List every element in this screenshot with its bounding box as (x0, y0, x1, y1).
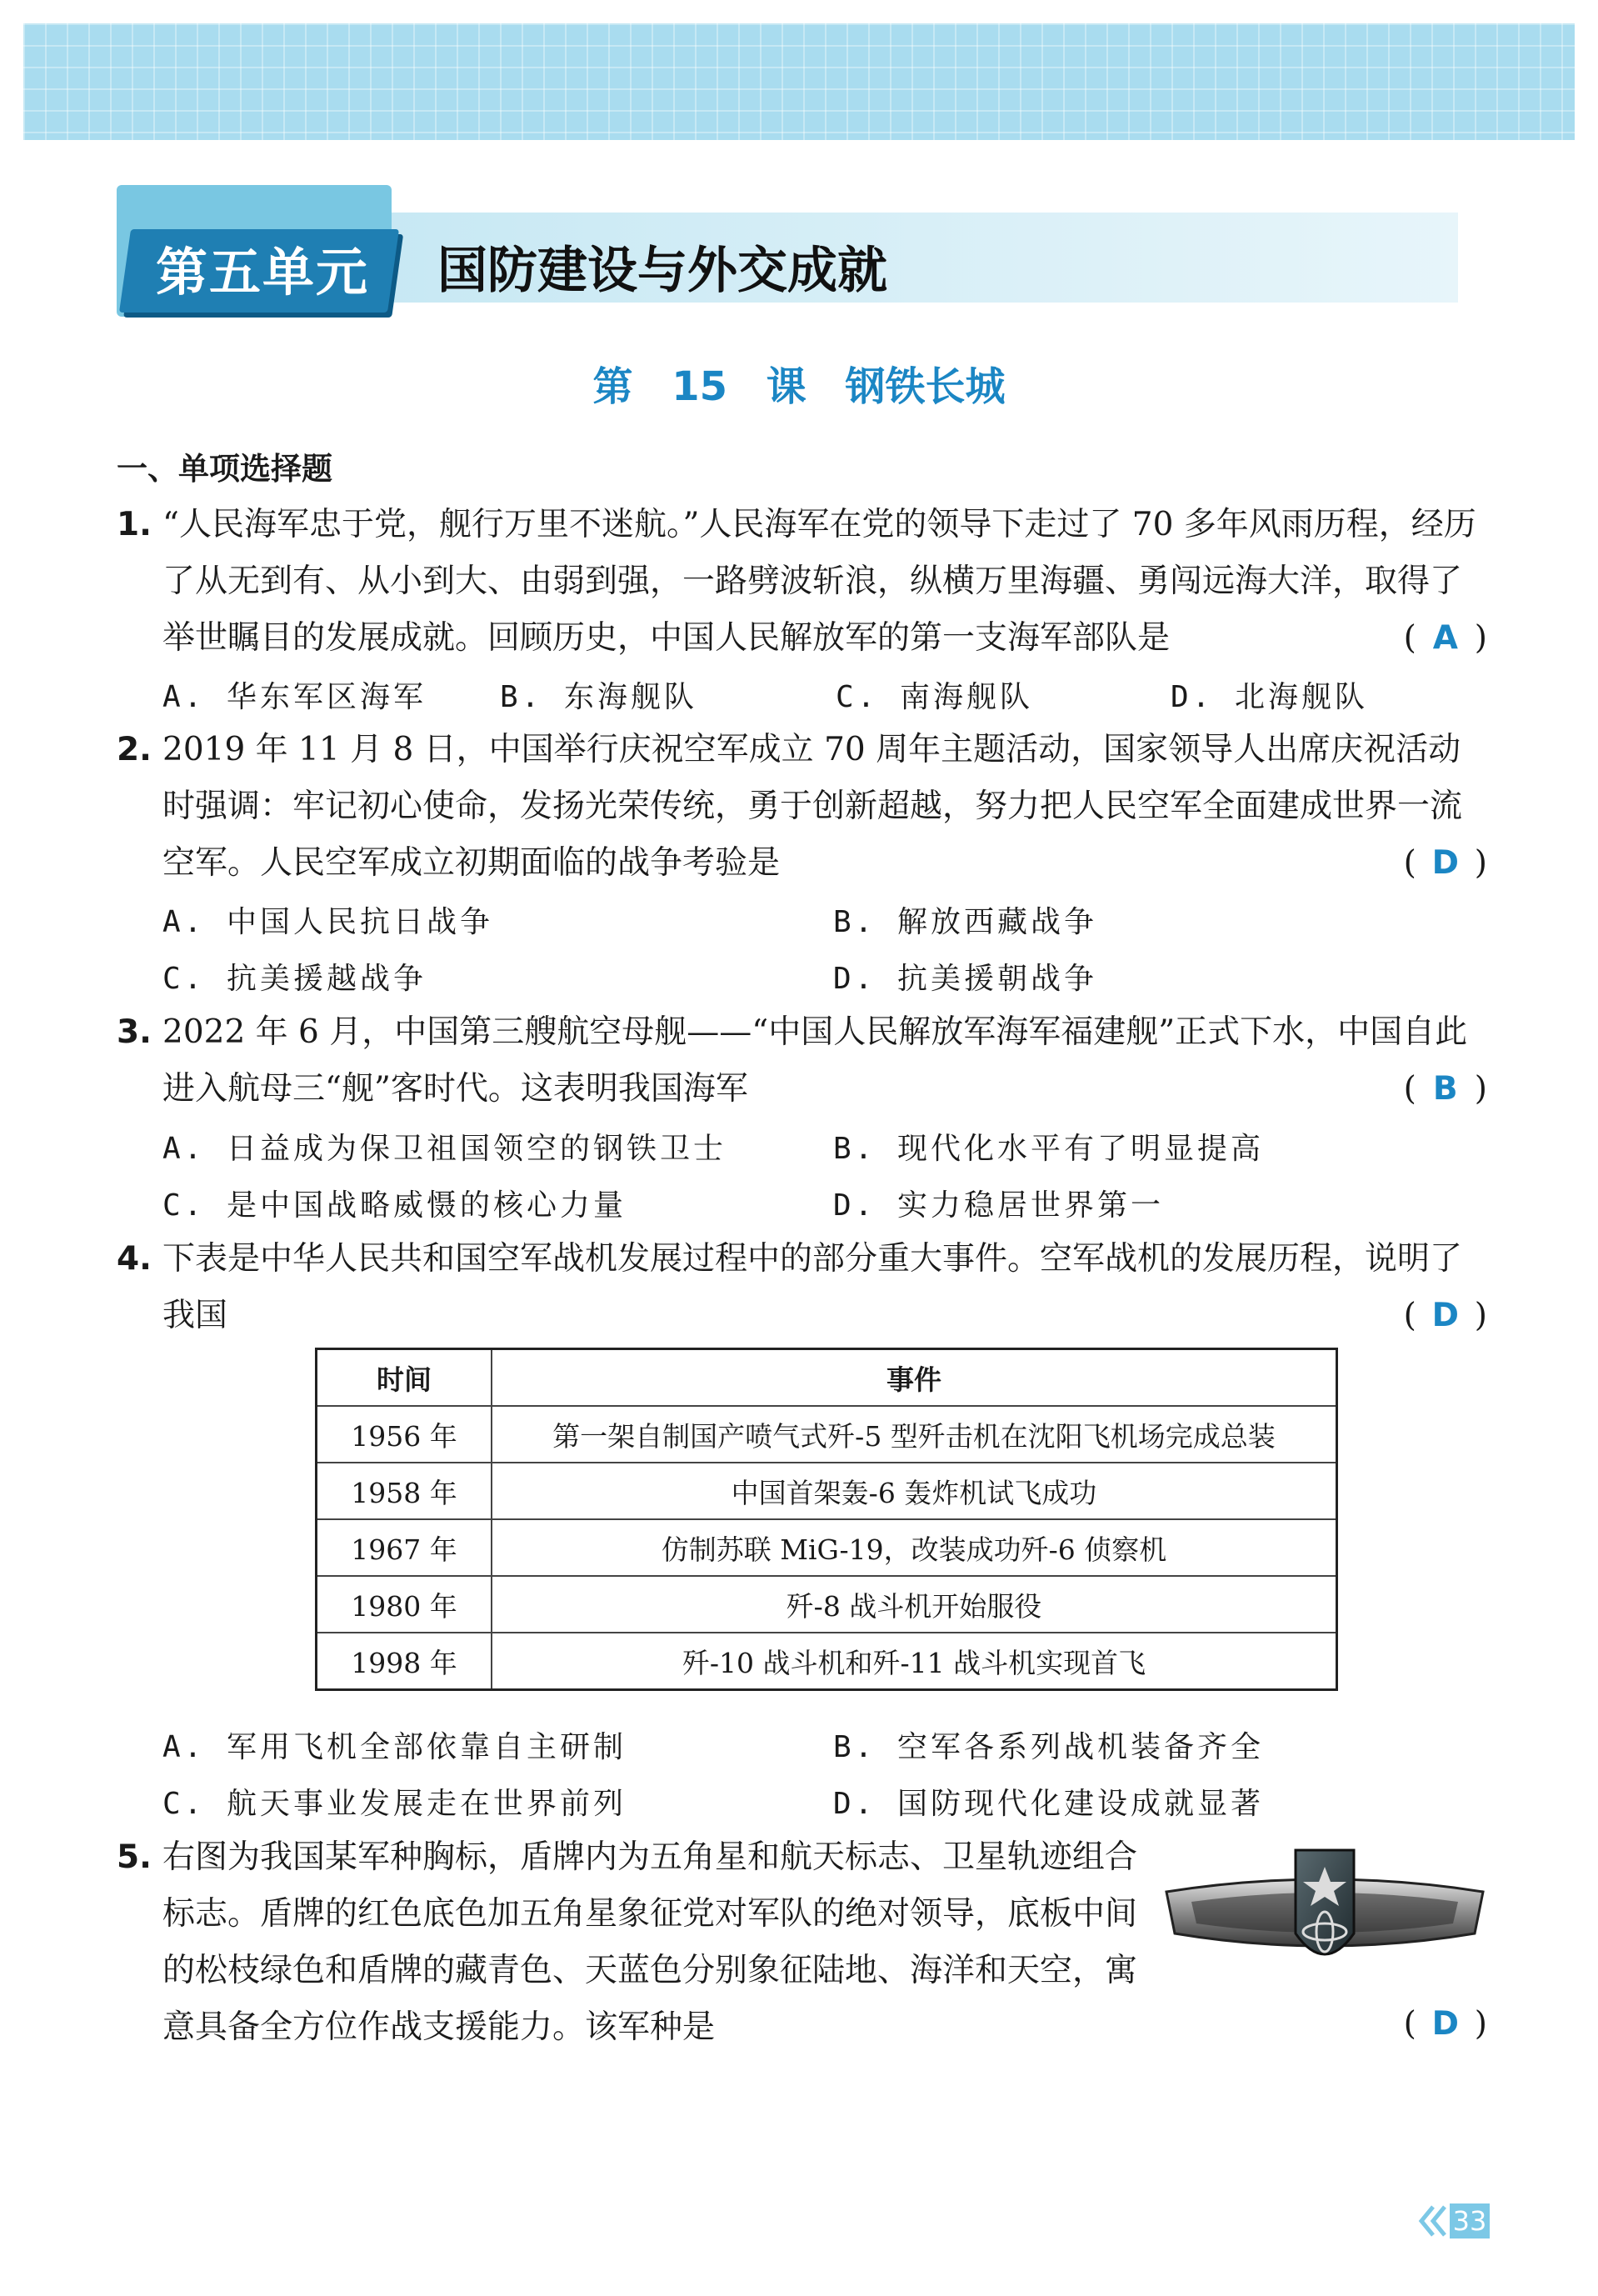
question-stem: 右图为我国某军种胸标，盾牌内为五角星和航天标志、卫星轨迹组合标志。盾牌的红色底色加五角星象征党对军队的绝对领导，底板中间的松枝绿色和盾牌的藏青色、天蓝色分别象征陆地、海洋和天空，寓意具备全方位作战支援能力。该军种是 (162, 1838, 1138, 2046)
option-d[interactable]: D. 北海舰队 (1171, 680, 1369, 714)
option-d[interactable]: D. 实力稳居世界第一 (833, 1188, 1165, 1223)
question-1 (117, 497, 1487, 667)
page-number-text: 33 (1450, 2203, 1490, 2238)
table-cell-event: 仿制苏联 MiG-19，改装成功歼-6 侦察机 (492, 1519, 1337, 1576)
option-d[interactable]: D. 国防现代化建设成就显著 (833, 1787, 1265, 1821)
table-row (317, 1519, 1337, 1576)
option-b[interactable]: B. 解放西藏战争 (833, 905, 1098, 939)
question-number: 3. (117, 1013, 152, 1051)
table-cell-event: 中国首架轰-6 轰炸机试飞成功 (492, 1463, 1337, 1519)
answer-bracket: ( D ) (1404, 835, 1487, 892)
question-stem: “人民海军忠于党，舰行万里不迷航。”人民海军在党的领导下走过了 70 多年风雨历程，经历了从无到有、从小到大、由弱到强，一路劈波斩浪，纵横万里海疆、勇闯远海大洋，取得了举世瞩目的发展成就。回顾历史，中国人民解放军的第一支海军部队是 (162, 506, 1476, 657)
question-stem: 下表是中华人民共和国空军战机发展过程中的部分重大事件。空军战机的发展历程，说明了我国 (162, 1240, 1463, 1334)
question-4 (117, 1231, 1487, 1344)
table-cell-time: 1958 年 (317, 1463, 492, 1519)
table-row (317, 1406, 1337, 1463)
table-row (317, 1633, 1337, 1690)
question-stem: 2019 年 11 月 8 日，中国举行庆祝空军成立 70 周年主题活动，国家领导人出席庆祝活动时强调：牢记初心使命，发扬光荣传统，勇于创新超越，努力把人民空军全面建成世界一流空军。人民空军成立初期面临的战争考验是 (162, 731, 1463, 882)
top-decorative-band (23, 23, 1575, 140)
table-cell-time: 1980 年 (317, 1576, 492, 1633)
section-heading: 一、单项选择题 (117, 451, 332, 487)
unit-label: 第五单元 (155, 242, 369, 303)
answer-bracket: ( B ) (1404, 1061, 1487, 1118)
table-cell-event: 歼-8 战斗机开始服役 (492, 1576, 1337, 1633)
military-badge-icon (1158, 1842, 1491, 1983)
option-b[interactable]: B. 空军各系列战机装备齐全 (833, 1730, 1265, 1764)
option-b[interactable]: B. 东海舰队 (500, 680, 698, 714)
unit-title: 国防建设与外交成就 (437, 242, 887, 300)
double-chevron-left-icon (1416, 2200, 1450, 2242)
answer-letter: A (1432, 619, 1458, 657)
option-b[interactable]: B. 现代化水平有了明显提高 (833, 1132, 1265, 1166)
option-a[interactable]: A. 华东军区海军 (162, 680, 427, 714)
question-5 (117, 1829, 1141, 2056)
lesson-title: 第 15 课 钢铁长城 (592, 363, 1006, 410)
answer-letter: D (1431, 844, 1459, 882)
question-number: 4. (117, 1240, 152, 1278)
table-cell-time: 1967 年 (317, 1519, 492, 1576)
table-cell-time: 1956 年 (317, 1406, 492, 1463)
table-header-row (317, 1349, 1337, 1407)
table-row (317, 1463, 1337, 1519)
table-cell-time: 1998 年 (317, 1633, 492, 1690)
table-row (317, 1576, 1337, 1633)
answer-letter: D (1431, 2005, 1459, 2043)
option-c[interactable]: C. 南海舰队 (836, 680, 1034, 714)
answer-bracket: ( A ) (1404, 610, 1487, 667)
question-number: 2. (117, 731, 152, 768)
option-d[interactable]: D. 抗美援朝战争 (833, 962, 1098, 996)
option-c[interactable]: C. 是中国战略威慑的核心力量 (162, 1188, 627, 1223)
option-a[interactable]: A. 中国人民抗日战争 (162, 905, 494, 939)
question-number: 5. (117, 1838, 152, 1876)
question-2 (117, 722, 1487, 892)
table-header-time: 时间 (317, 1349, 492, 1407)
question-stem: 2022 年 6 月，中国第三艘航空母舰——“中国人民解放军海军福建舰”正式下水，中国自此进入航母三“舰”客时代。这表明我国海军 (162, 1013, 1468, 1108)
answer-bracket: ( D ) (1403, 2005, 1487, 2043)
answer-letter: B (1432, 1070, 1458, 1108)
option-a[interactable]: A. 日益成为保卫祖国领空的钢铁卫士 (162, 1132, 727, 1166)
page-number (1416, 2200, 1491, 2242)
table-header-event: 事件 (492, 1349, 1337, 1407)
option-c[interactable]: C. 航天事业发展走在世界前列 (162, 1787, 627, 1821)
option-a[interactable]: A. 军用飞机全部依靠自主研制 (162, 1730, 627, 1764)
answer-letter: D (1431, 1297, 1459, 1334)
question-number: 1. (117, 506, 152, 543)
question-3 (117, 1004, 1487, 1118)
answer-bracket: ( D ) (1404, 1288, 1487, 1344)
option-c[interactable]: C. 抗美援越战争 (162, 962, 427, 996)
table-cell-event: 第一架自制国产喷气式歼-5 型歼击机在沈阳飞机场完成总装 (492, 1406, 1337, 1463)
table-cell-event: 歼-10 战斗机和歼-11 战斗机实现首飞 (492, 1633, 1337, 1690)
aircraft-events-table (315, 1348, 1338, 1691)
